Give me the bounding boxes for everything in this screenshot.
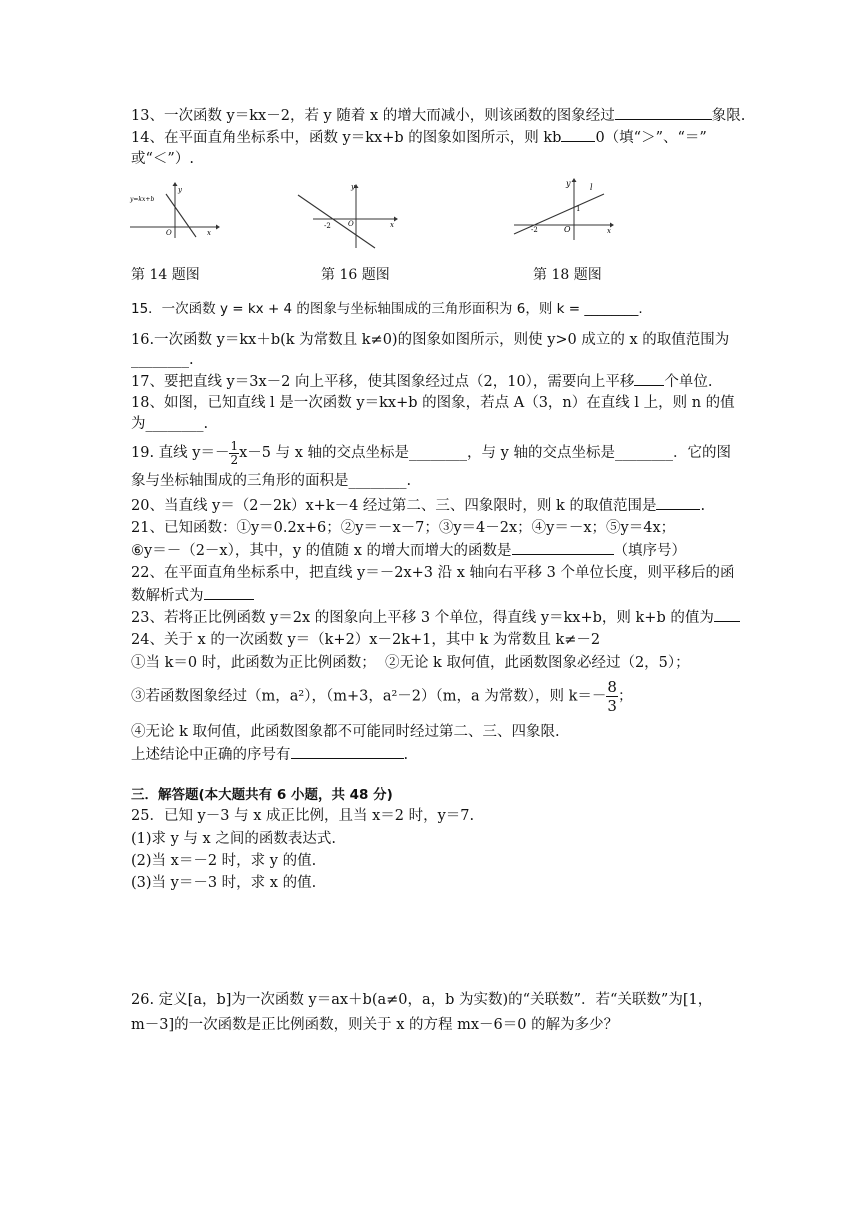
question-25-part1: (1)求 y 与 x 之间的函数表达式. (131, 831, 336, 847)
question-15: 15．一次函数 y = kx + 4 的图象与坐标轴围成的三角形面积为 6，则 k = ________. (131, 301, 643, 317)
question-26-line1: 26. 定义[a，b]为一次函数 y＝ax＋b(a≠0，a，b 为实数)的“关联数”．若“关联数”为[1， (131, 992, 713, 1008)
answer-blank (634, 371, 664, 386)
question-20: 20、当直线 y＝（2－2k）x+k－4 经过第二、三、四象限时，则 k 的取值范围是 . (131, 495, 705, 516)
fraction-eight-thirds: $\frac{8}{3}$ (607, 678, 617, 715)
origin-label: O (564, 225, 571, 234)
figure-14 (128, 182, 220, 240)
x-label: x (207, 229, 211, 237)
caption-fig18: 第 18 题图 (533, 267, 602, 283)
question-13: 13、一次函数 y＝kx－2，若 y 随着 x 的增大而减小，则该函数的图象经过 象限. (131, 105, 745, 126)
question-21-line2: ⑥y＝－（2－x），其中，y 的值随 x 的增大而增大的函数是 （填序号） (131, 540, 686, 561)
x-axis-arrow (394, 217, 398, 222)
y-label: y (351, 183, 355, 191)
answer-blank (714, 607, 740, 622)
answer-blank (615, 105, 712, 120)
answer-blank (561, 127, 595, 142)
question-18-line1: 18、如图，已知直线 l 是一次函数 y＝kx+b 的图象，若点 A（3，n）在直线 l 上，则 n 的值 (131, 395, 735, 411)
caption-fig14: 第 14 题图 (131, 267, 200, 283)
fraction-half: $\frac{1}{2}$ (230, 438, 239, 467)
origin-label: O (166, 229, 172, 237)
question-23: 23、若将正比例函数 y＝2x 的图象向上平移 3 个单位，得直线 y＝kx+b，则 k+b 的值为 (131, 607, 740, 628)
function-line (298, 195, 375, 248)
question-21-line1: 21、已知函数：①y＝0.2x+6；②y＝－x－7；③y＝4－2x；④y＝－x；⑤y＝4x； (131, 520, 676, 536)
y-axis-arrow (173, 182, 178, 186)
answer-blank (204, 585, 254, 600)
question-24-statements-1-2: ①当 k＝0 时，此函数为正比例函数； ②无论 k 取何值，此函数图象必经过（2，5）； (131, 655, 690, 671)
question-19-line2: 象与坐标轴围成的三角形的面积是________. (131, 473, 412, 489)
question-16-line2: ________. (131, 352, 194, 368)
y-axis-arrow (572, 178, 577, 182)
figure-18 (510, 176, 616, 244)
question-25-stem: 25．已知 y－3 与 x 成正比例，且当 x＝2 时，y＝7. (131, 808, 475, 824)
neg2-label: -2 (324, 222, 331, 230)
answer-blank (291, 744, 404, 759)
question-14-line2: 或“＜”）. (131, 151, 194, 167)
question-24-statement-3: ③若函数图象经过（m，a²），（m+3，a²－2）（m，a 为常数），则 k＝－ $\frac{8}{3}$ ； (131, 678, 633, 715)
question-16-line1: 16.一次函数 y＝kx＋b(k 为常数且 k≠0)的图象如图所示，则使 y>0 成立的 x 的取值范围为 (131, 332, 730, 348)
question-25-part2: (2)当 x＝－2 时，求 y 的值. (131, 853, 317, 869)
line-label: l (590, 183, 593, 192)
question-22-line1: 22、在平面直角坐标系中，把直线 y＝－2x+3 沿 x 轴向右平移 3 个单位长度，则平移后的函 (131, 565, 735, 581)
question-18-line2: 为________. (131, 416, 209, 432)
x-axis-arrow (216, 225, 220, 230)
question-22-line2: 数解析式为 (131, 585, 254, 606)
question-25-part3: (3)当 y＝－3 时，求 x 的值. (131, 875, 317, 891)
question-24-stem: 24、关于 x 的一次函数 y＝（k+2）x－2k+1，其中 k 为常数且 k≠－2 (131, 632, 601, 648)
section-3-heading: 三．解答题(本大题共有 6 小题，共 48 分) (131, 787, 393, 803)
question-14-line1: 14、在平面直角坐标系中，函数 y＝kx+b 的图象如图所示，则 kb 0（填“＞”、“＝” (131, 127, 707, 148)
y-label: y (566, 179, 571, 188)
question-24-ask: 上述结论中正确的序号有 . (131, 744, 408, 765)
question-24-statement-4: ④无论 k 取何值，此函数图象都不可能同时经过第二、三、四象限. (131, 724, 560, 740)
answer-blank (656, 495, 700, 510)
caption-fig16: 第 16 题图 (321, 267, 390, 283)
line-l (514, 194, 604, 234)
question-19-line1: 19. 直线 y＝－ $\frac{1}{2}$ x－5 与 x 轴的交点坐标是________，与 y 轴的交点坐标是________．它的图 (131, 438, 731, 467)
answer-blank (512, 540, 614, 555)
x-label: x (607, 227, 611, 235)
question-17: 17、要把直线 y＝3x－2 向上平移，使其图象经过点（2，10），需要向上平移 个单位. (131, 371, 713, 392)
x-label: x (390, 221, 394, 229)
neg2-label: -2 (531, 226, 538, 234)
figure-16 (295, 180, 399, 252)
origin-label: O (348, 220, 354, 228)
intercept-label: 1 (576, 205, 581, 213)
function-label: y=kx+b (130, 196, 155, 203)
question-26-line2: m－3]的一次函数是正比例函数，则关于 x 的方程 mx－6＝0 的解为多少？ (131, 1017, 619, 1033)
y-label: y (178, 186, 182, 194)
